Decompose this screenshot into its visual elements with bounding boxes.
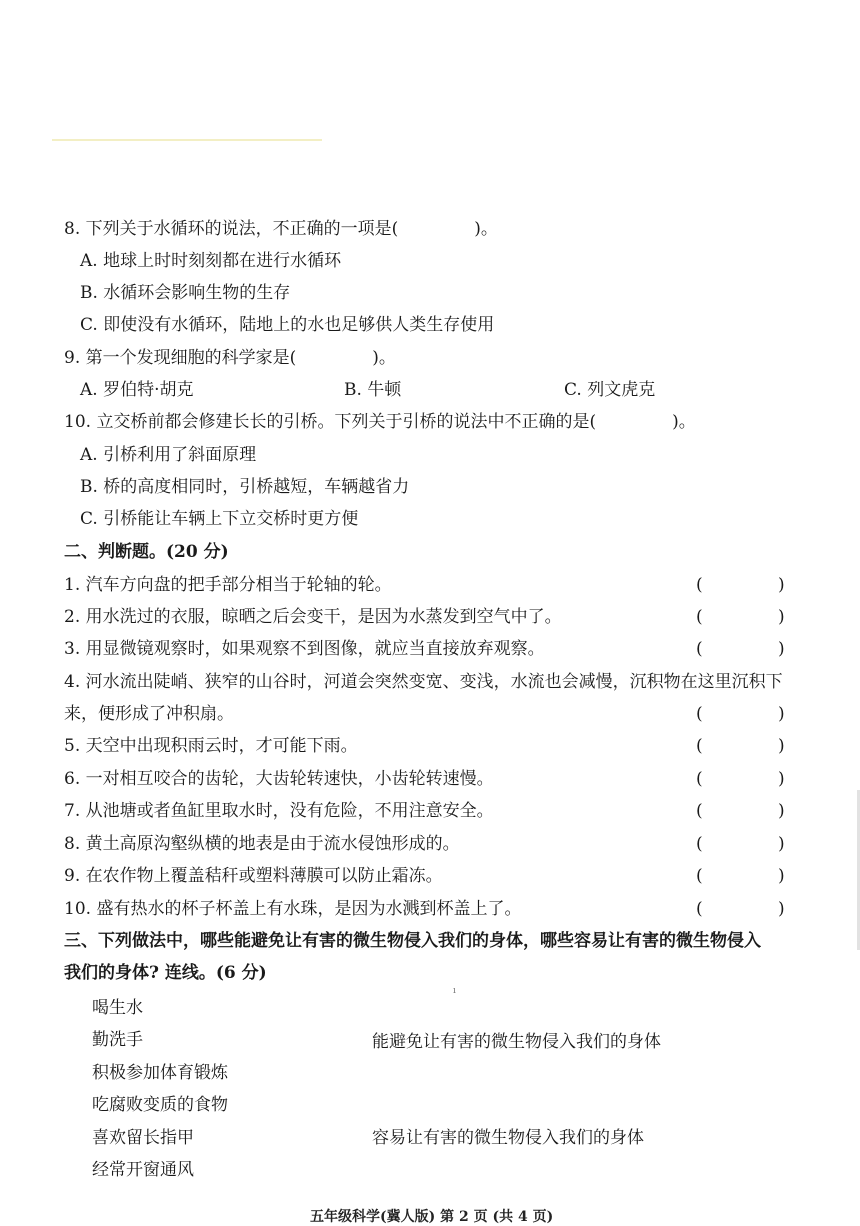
q9-option-c: C. 列文虎克 [564, 380, 656, 400]
q9-stem: 9. 第一个发现细胞的科学家是( )。 [64, 348, 396, 368]
judge-item-4-line-1: 4. 河水流出陡峭、狭窄的山谷时，河道会突然变宽、变浅，水流也会减慢，沉积物在这里沉积下 [64, 672, 783, 692]
answer-paren-close-6: ) [778, 769, 785, 789]
judge-item-2: 2. 用水洗过的衣服，晾晒之后会变干，是因为水蒸发到空气中了。 [64, 607, 562, 627]
q8-option-b: B. 水循环会影响生物的生存 [80, 283, 291, 303]
match-left-item-3: 积极参加体育锻炼 [92, 1063, 228, 1083]
answer-paren-open-1: ( [696, 575, 703, 595]
match-section-title-line-1: 三、下列做法中，哪些能避免让有害的微生物侵入我们的身体，哪些容易让有害的微生物侵入 [64, 931, 761, 951]
stray-mark: ı [453, 986, 456, 996]
q10-option-b: B. 桥的高度相同时，引桥越短，车辆越省力 [80, 477, 410, 497]
answer-paren-close-7: ) [778, 801, 785, 821]
q9-option-b: B. 牛顿 [344, 380, 402, 400]
top-scan-line [52, 139, 322, 141]
q8-option-a: A. 地球上时时刻刻都在进行水循环 [80, 251, 342, 271]
match-right-item-2: 容易让有害的微生物侵入我们的身体 [372, 1128, 644, 1148]
judge-item-7: 7. 从池塘或者鱼缸里取水时，没有危险，不用注意安全。 [64, 801, 494, 821]
judge-item-10: 10. 盛有热水的杯子杯盖上有水珠，是因为水溅到杯盖上了。 [64, 899, 522, 919]
answer-paren-open-5: ( [696, 736, 703, 756]
match-left-item-6: 经常开窗通风 [92, 1160, 194, 1180]
answer-paren-close-9: ) [778, 866, 785, 886]
answer-paren-open-8: ( [696, 834, 703, 854]
answer-paren-open-10: ( [696, 899, 703, 919]
answer-paren-open-9: ( [696, 866, 703, 886]
match-left-item-2: 勤洗手 [92, 1030, 143, 1050]
answer-paren-open-6: ( [696, 769, 703, 789]
q10-option-c: C. 引桥能让车辆上下立交桥时更方便 [80, 509, 359, 529]
answer-paren-open-7: ( [696, 801, 703, 821]
answer-paren-close-3: ) [778, 639, 785, 659]
answer-paren-close-8: ) [778, 834, 785, 854]
q10-stem: 10. 立交桥前都会修建长长的引桥。下列关于引桥的说法中不正确的是( )。 [64, 412, 696, 432]
judge-item-6: 6. 一对相互咬合的齿轮，大齿轮转速快，小齿轮转速慢。 [64, 769, 494, 789]
match-right-item-1: 能避免让有害的微生物侵入我们的身体 [372, 1032, 661, 1052]
q10-option-a: A. 引桥利用了斜面原理 [80, 445, 257, 465]
judge-item-4-line-2: 来，便形成了冲积扇。 [64, 704, 234, 724]
judge-item-1: 1. 汽车方向盘的把手部分相当于轮轴的轮。 [64, 575, 392, 595]
q8-stem: 8. 下列关于水循环的说法，不正确的一项是( )。 [64, 219, 498, 239]
judge-item-3: 3. 用显微镜观察时，如果观察不到图像，就应当直接放弃观察。 [64, 639, 545, 659]
answer-paren-close-1: ) [778, 575, 785, 595]
answer-paren-close-10: ) [778, 899, 785, 919]
judge-item-5: 5. 天空中出现积雨云时，才可能下雨。 [64, 736, 358, 756]
answer-paren-open-2: ( [696, 607, 703, 627]
answer-paren-open-4: ( [696, 704, 703, 724]
answer-paren-close-5: ) [778, 736, 785, 756]
answer-paren-close-4: ) [778, 704, 785, 724]
q8-option-c: C. 即使没有水循环，陆地上的水也足够供人类生存使用 [80, 315, 495, 335]
match-left-item-4: 吃腐败变质的食物 [92, 1095, 228, 1115]
match-left-item-1: 喝生水 [92, 998, 143, 1018]
answer-paren-open-3: ( [696, 639, 703, 659]
answer-paren-close-2: ) [778, 607, 785, 627]
judge-item-9: 9. 在农作物上覆盖秸秆或塑料薄膜可以防止霜冻。 [64, 866, 443, 886]
match-left-item-5: 喜欢留长指甲 [92, 1128, 194, 1148]
judge-section-title: 二、判断题。(20 分) [64, 542, 229, 562]
match-section-title-line-2: 我们的身体? 连线。(6 分) [64, 963, 267, 983]
page-footer: 五年级科学(冀人版) 第 2 页 (共 4 页) [310, 1209, 554, 1225]
judge-item-8: 8. 黄土高原沟壑纵横的地表是由于流水侵蚀形成的。 [64, 834, 460, 854]
q9-option-a: A. 罗伯特·胡克 [80, 380, 194, 400]
